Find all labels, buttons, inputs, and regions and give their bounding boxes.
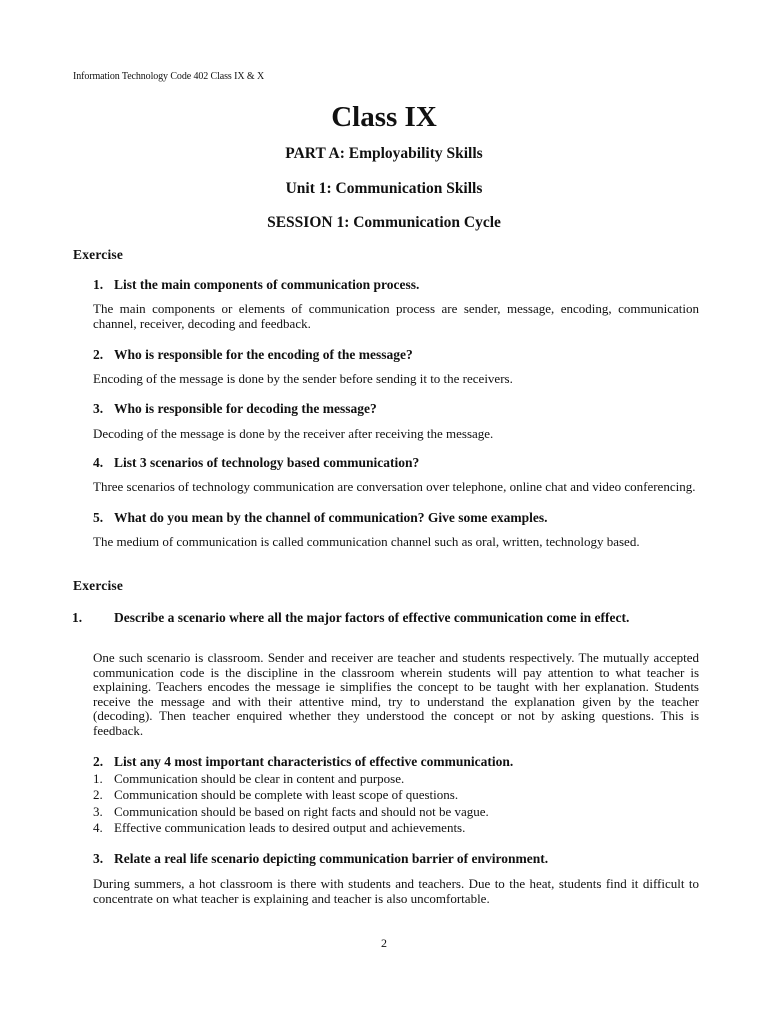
answer: During summers, a hot classroom is there with students and teachers. Due to the heat, students find it difficult to concentrate on what teacher is explaining and teacher is also uncomfortable.	[93, 876, 699, 906]
characteristics-list	[93, 771, 699, 836]
answer: Encoding of the message is done by the sender before sending it to the receivers.	[93, 371, 513, 386]
question	[93, 277, 705, 293]
question-text: List the main components of communication process.	[114, 277, 420, 292]
list-item	[93, 787, 699, 803]
list-item	[93, 820, 699, 836]
question	[93, 401, 705, 417]
exercise-heading: Exercise	[73, 578, 124, 593]
question-text: Who is responsible for decoding the message?	[114, 401, 377, 416]
list-text: Communication should be based on right facts and should not be vague.	[114, 803, 489, 819]
question	[93, 754, 705, 770]
question	[72, 610, 705, 626]
question-number: 4.	[93, 455, 104, 470]
list-text: Communication should be clear in content and purpose.	[114, 771, 405, 786]
list-number: 2.	[93, 787, 103, 803]
question-text: Who is responsible for the encoding of the message?	[114, 347, 413, 362]
unit-heading: Unit 1: Communication Skills	[285, 180, 483, 197]
question-text: What do you mean by the channel of communication? Give some examples.	[114, 510, 548, 525]
answer: Decoding of the message is done by the receiver after receiving the message.	[93, 426, 494, 441]
question	[93, 510, 705, 526]
list-text: Effective communication leads to desired output and achievements.	[114, 819, 466, 835]
question-number: 2.	[93, 754, 104, 769]
running-head: Information Technology Code 402 Class IX & X	[73, 71, 265, 82]
answer: The medium of communication is called communication channel such as oral, written, technology based.	[93, 534, 640, 549]
question-number: 1.	[93, 277, 104, 292]
question-text: List 3 scenarios of technology based communication?	[114, 455, 420, 470]
question-number: 5.	[93, 510, 104, 525]
part-heading: PART A: Employability Skills	[285, 145, 483, 162]
question-number: 3.	[93, 851, 104, 866]
list-number: 1.	[93, 771, 103, 786]
exercise-heading: Exercise	[73, 247, 124, 262]
question-number: 3.	[93, 401, 104, 416]
answer: Three scenarios of technology communication are conversation over telephone, online chat and video conferencing.	[93, 479, 696, 494]
list-number: 4.	[93, 819, 103, 835]
page-title: Class IX	[331, 101, 437, 133]
question-text: List any 4 most important characteristics of effective communication.	[114, 754, 514, 769]
answer: The main components or elements of communication process are sender, message, encoding, communication channel, receiver, decoding and feedback.	[93, 301, 699, 331]
question	[93, 455, 705, 471]
question-number: 1.	[72, 610, 83, 625]
answer: One such scenario is classroom. Sender and receiver are teacher and students respectively. The mutually accepted communication code is the discipline in the classroom wherein students will pay attention to what teacher is explaining. Teachers encodes the message ie simplifies the concept to be taught with her explanation. Students receive the message and with their attentive mind, try to understand the explanation given by the teacher (decoding). Then teacher enquired whether they understood the concept or not by asking questions. This is feedback.	[93, 650, 699, 738]
question-text: Describe a scenario where all the major factors of effective communication come in effect.	[114, 610, 630, 625]
question	[93, 347, 705, 363]
list-number: 3.	[93, 803, 103, 819]
question-number: 2.	[93, 347, 104, 362]
page-number: 2	[381, 936, 387, 950]
question	[93, 851, 705, 867]
list-text: Communication should be complete with least scope of questions.	[114, 787, 459, 803]
session-heading: SESSION 1: Communication Cycle	[267, 214, 501, 231]
list-item	[93, 771, 699, 787]
list-item	[93, 804, 699, 820]
question-text: Relate a real life scenario depicting communication barrier of environment.	[114, 851, 549, 866]
